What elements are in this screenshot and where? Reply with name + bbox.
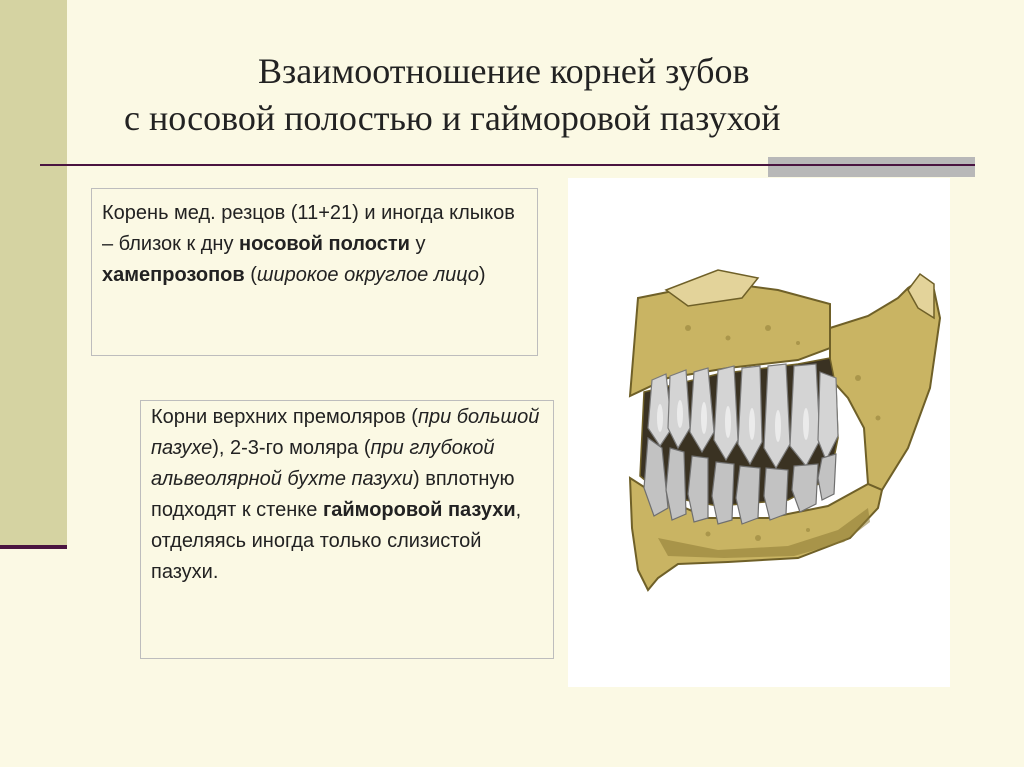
note-incisors-face-type: хамепрозопов bbox=[102, 264, 245, 286]
note-premolars-text-1: Корни верхних премоляров ( bbox=[151, 406, 418, 428]
note-premolars-maxillary-sinus: гайморовой пазухи bbox=[322, 499, 516, 521]
note-incisors-text-1: Корень мед. резцов (11+21) и иногда клыков – близок к дну bbox=[102, 202, 515, 255]
note-incisors-face-desc: широкое округлое лицо bbox=[256, 264, 479, 286]
note-premolars-text-4: , отделяясь иногда только слизистой пазухи. bbox=[151, 499, 522, 583]
note-premolars-condition-1: при большой пазухе bbox=[151, 406, 540, 459]
slide-title bbox=[120, 48, 940, 142]
note-premolars-text-3: ) вплотную подходят к стенке bbox=[151, 468, 515, 521]
figure-panel bbox=[568, 178, 950, 687]
sidebar-rule bbox=[0, 545, 67, 549]
note-premolars-condition-2: при глубокой альвеолярной бухте пазухи bbox=[151, 437, 495, 490]
slide-title-line-2: с носовой полостью и гайморовой пазухой bbox=[124, 98, 781, 138]
slide-title-line-1: Взаимоотношение корней зубов bbox=[258, 51, 750, 91]
note-incisors bbox=[91, 188, 538, 356]
note-incisors-text-2: у bbox=[409, 233, 426, 255]
jaw-dentition-icon bbox=[568, 178, 950, 687]
sidebar-band bbox=[0, 0, 67, 545]
note-incisors-text-4: ) bbox=[478, 264, 486, 286]
note-incisors-nasal-cavity: носовой полости bbox=[239, 233, 410, 255]
note-premolars-text-2: ), 2-3-го моляра ( bbox=[212, 437, 371, 459]
note-incisors-text-3: ( bbox=[244, 264, 257, 286]
title-divider-accent bbox=[768, 157, 975, 177]
note-premolars bbox=[140, 400, 554, 659]
